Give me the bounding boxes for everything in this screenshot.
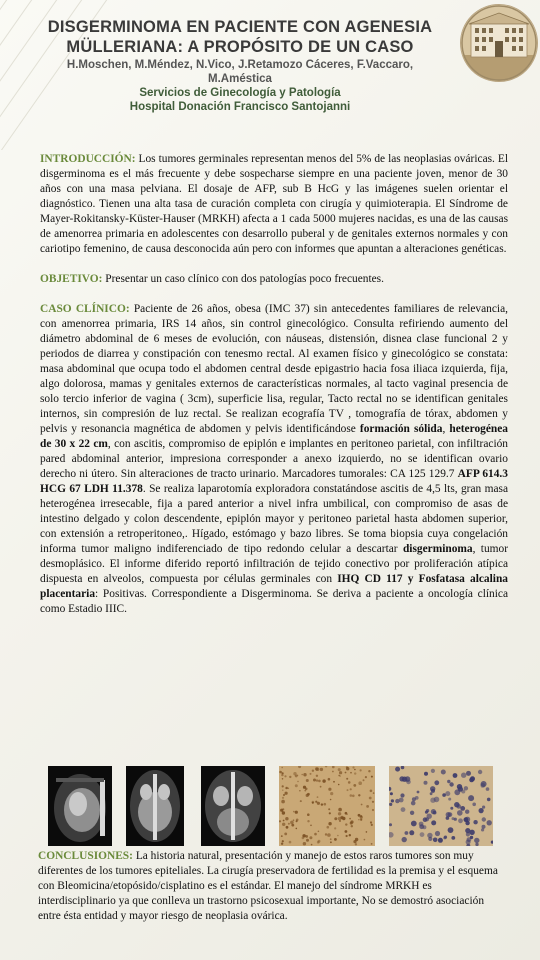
case-text-6: : Positivas. Correspondiente a Disgerminoma. Se deriva a paciente a oncología clínica como Estadio IIIC. bbox=[40, 588, 508, 615]
case-text-1: Paciente de 26 años, obesa (IMC 37) sin antecedentes familiares de relevancia, con amenorrea primaria, IRS 14 años, sin control ginecológico. Consulta refiriendo aumento del diámetro abdominal de 6 meses de evolución, con náuseas, distensión, disnea clase funcional 2 y periodos de diarrea y constipación con tenesmo rectal. Al examen físico y ginecológico se constata: masa abdominal que ocupa todo el abdomen central desde epigastrio hacia fosa iliaca izquierda, fija, algo dolorosa, mamas y genitales externos de características normales, al tacto vaginal presencia de solo tercio inferior de vagina ( 3cm), superficie lisa, regular, Tacto rectal no se identifican genitales internos, sin compresión de luz rectal. Se realizan ecografía TV , tomografía de tórax, abdomen y pelvis y resonancia magnética de abdomen y pelvis identificándose bbox=[40, 303, 508, 435]
case-bold-markers: AFP 614.3 HCG 67 LDH 11.378 bbox=[40, 468, 508, 495]
histology-low-power-image bbox=[279, 766, 375, 846]
authors-line-2: M.Améstica bbox=[208, 73, 272, 85]
poster-header bbox=[20, 6, 460, 114]
institution bbox=[20, 86, 460, 114]
title-line-1: DISGERMINOMA EN PACIENTE CON AGENESIA bbox=[47, 18, 433, 36]
institution-line-2: Hospital Donación Francisco Santojanni bbox=[129, 101, 351, 113]
introduction-section bbox=[40, 152, 508, 257]
poster-body bbox=[40, 152, 508, 617]
institution-line-1: Servicios de Ginecología y Patología bbox=[139, 87, 341, 99]
figure-strip bbox=[48, 766, 532, 846]
objective-section bbox=[40, 272, 508, 287]
case-bold-diagnosis: disgerminoma bbox=[402, 543, 473, 555]
title-line-2: MÜLLERIANA: A PROPÓSITO DE UN CASO bbox=[66, 38, 414, 56]
conclusions-text: La historia natural, presentación y manejo de estos raros tumores son muy diferentes de los tumores epiteliales. La cirugía preservadora de fertilidad es la premisa y el esquema con Bleomicina/etopósido/cisplatino es el estándar. El manejo del síndrome MRKH es interdisciplinario ya que conlleva un trastorno psicosexual importante, No se demostró asociación entre ésta entidad y mayor riesgo de neoplasia ovárica. bbox=[38, 850, 498, 922]
case-text-3: , con ascitis, compromiso de epiplón e implantes en peritoneo parietal, con infiltración pared abdominal anterior, impresiona corresponder a anexo izquierdo, no se identifican ovario derecho ni útero. Sin alteraciones de tracto urinario. Marcadores tumorales: CA 125 129.7 bbox=[40, 438, 508, 480]
case-section bbox=[40, 302, 508, 617]
hospital-building-image bbox=[461, 5, 537, 81]
ct-scan-sagittal-image bbox=[48, 766, 112, 846]
ct-scan-coronal-2-image bbox=[201, 766, 265, 846]
case-label: CASO CLÍNICO: bbox=[40, 303, 130, 315]
case-text-4: . Se realiza laparotomía exploradora constatándose ascitis de 4,5 lts, gran masa heterogénea irresecable, fija a pared anterior a nivel infra umbilical, con compromiso de asas de intestino delgado y colon descendente, epiplón mayor y peritoneo parietal hasta abdomen superior, con extensión a retroperitoneo,. Hígado, estómago y bazo libres. Se toma biopsia cuya congelación informa tumor maligno indiferenciado de tipo redondo celular a descartar bbox=[40, 483, 509, 555]
case-text-2: , bbox=[442, 423, 446, 435]
poster-title bbox=[20, 17, 460, 57]
objective-label: OBJETIVO: bbox=[40, 273, 103, 285]
conclusions-label: CONCLUSIONES: bbox=[38, 850, 133, 862]
case-bold-size: heterogénea de 30 x 22 cm bbox=[40, 423, 508, 450]
introduction-text: Los tumores germinales representan menos del 5% de las neoplasias ováricas. El disgerminoma es el más frecuente y debe sospecharse siempre en una paciente joven, menor de 30 años con una masa pelviana. El dosaje de AFP, sub B HcG y las imágenes suelen orientar el diagnóstico. Tienen una alta tasa de curación completa con cirugía y quimioterapia. El Síndrome de Mayer-Rokitansky-Küster-Hauser (MRKH) afecta a 1 cada 5000 mujeres nacidas, es una de las causas de amenorrea primaria en adolescentes con desarrollo puberal y de genitales externos normales y con cariotipo femenino, de causa desconocida aún pero con informes que apuntan a alteraciones genéticas. bbox=[40, 153, 508, 255]
ct-scan-coronal-1-image bbox=[126, 766, 184, 846]
authors-line-1: H.Moschen, M.Méndez, N.Vico, J.Retamozo Cáceres, F.Vaccaro, bbox=[66, 59, 414, 71]
authors bbox=[20, 58, 460, 86]
conclusions-section bbox=[38, 849, 508, 924]
objective-text: Presentar un caso clínico con dos patologías poco frecuentes. bbox=[105, 273, 384, 285]
hospital-logo-photo bbox=[460, 4, 538, 82]
case-bold-ihq: IHQ CD 117 y Fosfatasa alcalina placentaria bbox=[40, 573, 508, 600]
case-bold-mass: formación sólida bbox=[359, 423, 443, 435]
introduction-label: INTRODUCCIÓN: bbox=[40, 153, 136, 165]
histology-high-power-image bbox=[389, 766, 493, 846]
case-text-5: , tumor desmoplásico. El informe diferido reportó infiltración de tejido conectivo por proliferación atípica dispuesta en alveolos, compuesta por células germinales con bbox=[40, 543, 508, 585]
